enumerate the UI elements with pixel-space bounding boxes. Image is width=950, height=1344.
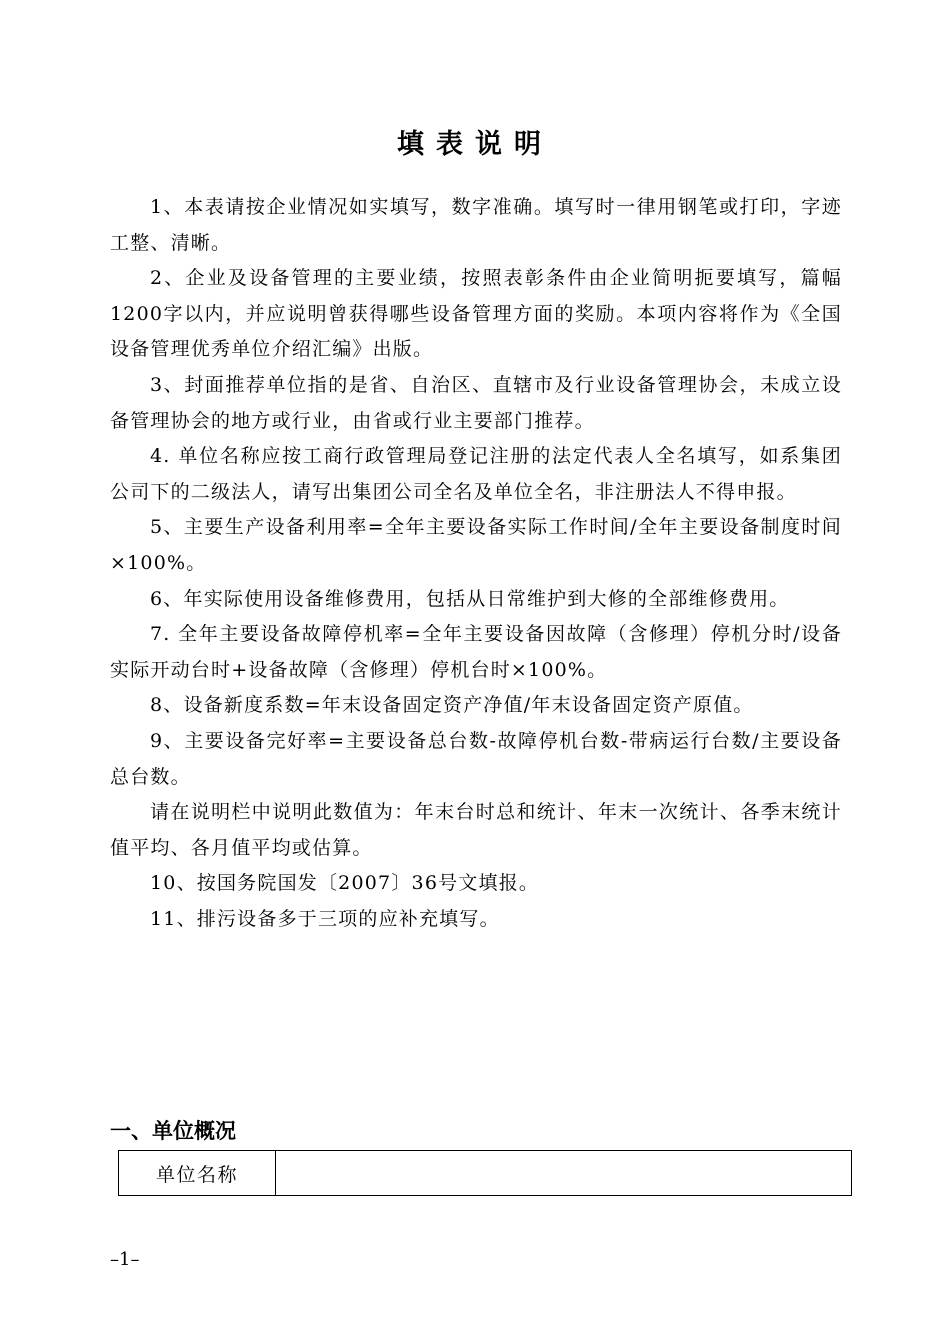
instruction-item: 11、排污设备多于三项的应补充填写。	[150, 907, 500, 930]
instruction-note: 请在说明栏中说明此数值为：年末台时总和统计、年末一次统计、各季末统计值平均、各月值平均或估算。	[110, 801, 842, 859]
page-number: –1–	[110, 1249, 140, 1270]
unit-name-field[interactable]	[276, 1151, 851, 1195]
page-title: 填表说明	[397, 129, 553, 160]
unit-name-label: 单位名称	[119, 1151, 276, 1195]
instruction-item: 9、主要设备完好率=主要设备总台数-故障停机台数-带病运行台数/主要设备总台数。	[110, 729, 842, 788]
instruction-item: 2、企业及设备管理的主要业绩，按照表彰条件由企业简明扼要填写，篇幅1200字以内，并应说明曾获得哪些设备管理方面的奖励。本项内容将作为《全国设备管理优秀单位介绍汇编》出版。	[110, 267, 842, 361]
instructions-list	[110, 190, 842, 937]
section-heading-unit-overview: 一、单位概况	[110, 1119, 236, 1143]
instruction-item: 3、封面推荐单位指的是省、自治区、直辖市及行业设备管理协会，未成立设备管理协会的地方或行业，由省或行业主要部门推荐。	[110, 373, 842, 432]
instruction-item: 4. 单位名称应按工商行政管理局登记注册的法定代表人全名填写，如系集团公司下的二级法人，请写出集团公司全名及单位全名，非注册法人不得申报。	[110, 445, 842, 503]
instruction-item: 1、本表请按企业情况如实填写，数字准确。填写时一律用钢笔或打印，字迹工整、清晰。	[110, 196, 842, 254]
instruction-item: 7. 全年主要设备故障停机率=全年主要设备因故障（含修理）停机分时/设备实际开动台时+设备故障（含修理）停机台时×100%。	[110, 623, 842, 681]
instruction-item: 5、主要生产设备利用率=全年主要设备实际工作时间/全年主要设备制度时间×100%。	[110, 516, 842, 574]
instruction-item: 10、按国务院国发〔2007〕36号文填报。	[150, 872, 540, 895]
unit-overview-table	[118, 1150, 852, 1196]
instruction-item: 6、年实际使用设备维修费用，包括从日常维护到大修的全部维修费用。	[150, 587, 790, 610]
instruction-item: 8、设备新度系数=年末设备固定资产净值/年末设备固定资产原值。	[150, 694, 754, 717]
